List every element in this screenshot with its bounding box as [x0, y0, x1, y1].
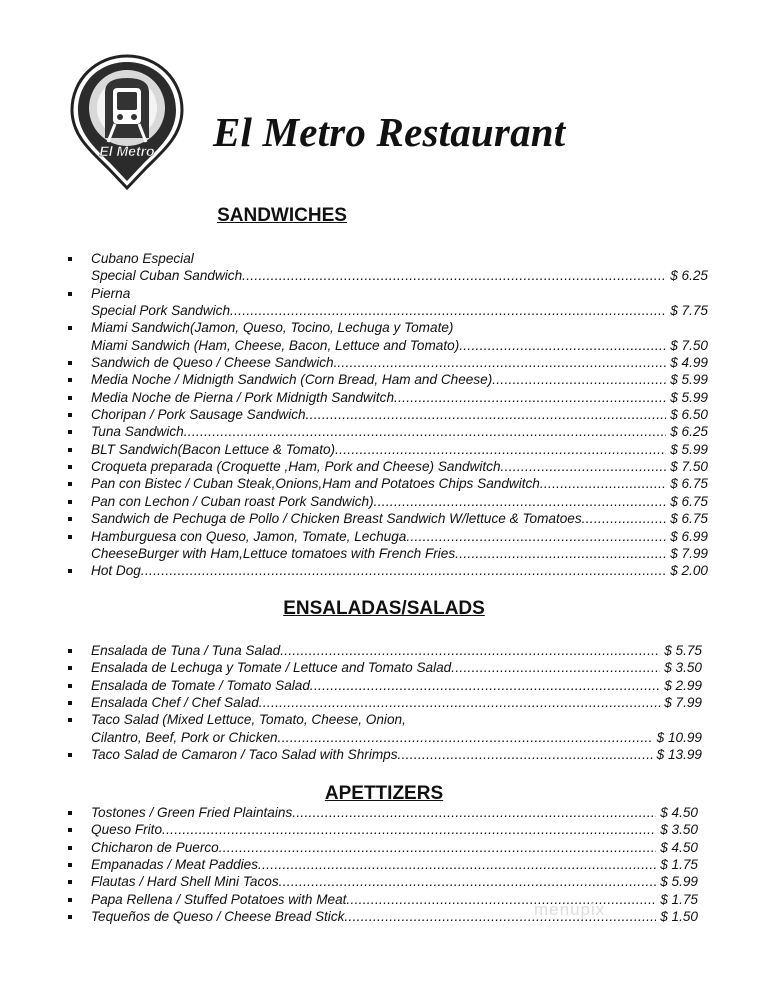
dot-leader: [344, 908, 656, 925]
menu-item-price: $ 7.50: [670, 459, 708, 475]
menu-item-name: Media Noche de Pierna / Pork Midnigth Sandwitch: [91, 389, 394, 405]
dot-leader: [242, 267, 666, 284]
logo-lettering: El Metro: [99, 143, 155, 159]
menu-item-price: $ 6.99: [670, 528, 708, 544]
menu-item-name: BLT Sandwich(Bacon Lettuce & Tomato): [91, 441, 336, 457]
bullet-icon: [68, 649, 72, 653]
menu-item-price: $ 10.99: [656, 729, 702, 745]
dot-leader: [335, 441, 666, 458]
menu-item-row: [66, 302, 708, 319]
bullet-icon: [68, 811, 72, 815]
menu-item-price: $ 4.50: [660, 805, 698, 820]
menu-item-row: [66, 458, 708, 475]
menu-item-name: Ensalada Chef / Chef Salad: [91, 695, 259, 711]
dot-leader: [540, 475, 666, 492]
bullet-icon: [68, 413, 72, 417]
menu-item-price: $ 7.99: [664, 695, 702, 711]
bullet-icon: [68, 482, 72, 486]
menu-item-price: $ 4.99: [670, 355, 708, 371]
menu-item-name: Special Pork Sandwich: [91, 303, 231, 319]
dot-leader: [258, 856, 656, 873]
menu-item-name: Empanadas / Meat Paddies: [91, 857, 259, 873]
menu-item-name: Taco Salad (Mixed Lettuce, Tomato, Cheese, Onion,: [91, 712, 406, 728]
menu-item-price: $ 13.99: [656, 747, 702, 763]
bullet-icon: [68, 430, 72, 434]
bullet-icon: [68, 684, 72, 688]
menu-item-name: Cilantro, Beef, Pork or Chicken: [91, 729, 278, 745]
bullet-icon: [68, 569, 72, 573]
dot-leader: [306, 406, 667, 423]
menu-item-row: [66, 337, 708, 354]
dot-leader: [219, 839, 656, 856]
menu-item-name: Tuna Sandwich: [91, 424, 184, 440]
bullet-icon: [68, 448, 72, 452]
menu-item-row: [66, 659, 702, 676]
menu-item-row: [66, 821, 698, 838]
bullet-icon: [68, 898, 72, 902]
menu-item-name: Miami Sandwich (Ham, Cheese, Bacon, Lettuce and Tomato): [91, 337, 460, 353]
bullet-icon: [68, 718, 72, 722]
dot-leader: [184, 423, 667, 440]
menu-item-name: CheeseBurger with Ham,Lettuce tomatoes with French Fries: [91, 545, 456, 561]
menu-item-price: $ 6.25: [670, 268, 708, 284]
menu-item-row: [66, 406, 708, 423]
menu-item-name: Taco Salad de Camaron / Taco Salad with Shrimps: [91, 747, 398, 763]
bullet-icon: [68, 500, 72, 504]
menu-item-row: [66, 354, 708, 371]
section-title-appetizers: APETTIZERS: [324, 783, 444, 804]
menu-item-price: $ 3.50: [660, 822, 698, 838]
menu-item-name: Choripan / Pork Sausage Sandwich: [91, 407, 306, 423]
menu-item-price: $ 5.99: [670, 441, 708, 457]
menu-item-name: Papa Rellena / Stuffed Potatoes with Meat: [91, 891, 347, 907]
restaurant-title: El Metro Restaurant: [213, 109, 566, 155]
restaurant-logo: [68, 52, 186, 192]
menu-item-price: $ 1.50: [660, 909, 698, 925]
bullet-icon: [68, 326, 72, 330]
menu-item-row: [66, 746, 702, 763]
bullet-icon: [68, 396, 72, 400]
menu-item-name: Pan con Lechon / Cuban roast Pork Sandwich): [91, 493, 374, 509]
menu-item-price: $ 5.75: [664, 643, 702, 658]
dot-leader: [374, 493, 667, 510]
menu-item-row: [66, 839, 698, 856]
bullet-icon: [68, 535, 72, 539]
bullet-icon: [68, 257, 72, 261]
bullet-icon: [68, 465, 72, 469]
menu-item-row: [66, 856, 698, 873]
menu-item-row: [66, 285, 708, 302]
dot-leader: [310, 677, 660, 694]
menu-item-row: [66, 510, 708, 527]
dot-leader: [398, 746, 653, 763]
menu-item-row: [66, 677, 702, 694]
menu-item-price: $ 1.75: [660, 891, 698, 907]
menu-item-row: [66, 642, 702, 659]
menu-item-name: Ensalada de Tuna / Tuna Salad: [91, 643, 281, 658]
bullet-icon: [68, 378, 72, 382]
menu-item-row: [66, 528, 708, 545]
section-title-sandwiches: SANDWICHES: [217, 205, 347, 226]
dot-leader: [455, 545, 666, 562]
dot-leader: [230, 302, 666, 319]
sandwiches-list: [66, 250, 708, 580]
menu-item-row: [66, 423, 708, 440]
dot-leader: [451, 659, 660, 676]
dot-leader: [162, 821, 656, 838]
menu-item-row: [66, 545, 708, 562]
bullet-icon: [68, 828, 72, 832]
menu-item-name: Pan con Bistec / Cuban Steak,Onions,Ham and Potatoes Chips Sandwitch: [91, 476, 540, 492]
menu-item-name: Sandwich de Pechuga de Pollo / Chicken Breast Sandwich W/lettuce & Tomatoes: [91, 511, 582, 527]
menu-item-row: [66, 441, 708, 458]
menu-item-price: $ 5.99: [670, 389, 708, 405]
dot-leader: [582, 510, 667, 527]
bullet-icon: [68, 863, 72, 867]
menu-item-row: [66, 371, 708, 388]
menu-item-row: [66, 562, 708, 579]
bullet-icon: [68, 846, 72, 850]
menu-item-name: Miami Sandwich(Jamon, Queso, Tocino, Lechuga y Tomate): [91, 320, 454, 336]
menu-item-row: [66, 250, 708, 267]
bullet-icon: [68, 915, 72, 919]
menu-item-price: $ 2.99: [664, 677, 702, 693]
section-title-salads: ENSALADAS/SALADS: [283, 598, 485, 619]
menu-item-price: $ 5.99: [670, 372, 708, 388]
menu-item-name: Flautas / Hard Shell Mini Tacos: [91, 874, 279, 890]
menu-item-price: $ 7.99: [670, 545, 708, 561]
menu-item-name: Queso Frito: [91, 822, 163, 838]
watermark: menupix: [534, 900, 606, 919]
dot-leader: [259, 694, 660, 711]
salads-list: [66, 642, 702, 763]
menu-item-name: Chicharon de Puerco: [91, 839, 219, 855]
menu-item-name: Media Noche / Midnigth Sandwich (Corn Bread, Ham and Cheese): [91, 372, 493, 388]
dot-leader: [337, 354, 666, 371]
dot-leader: [280, 642, 660, 659]
menu-item-row: [66, 389, 708, 406]
menu-item-price: $ 6.50: [670, 407, 708, 423]
menu-item-row: [66, 267, 708, 284]
menu-item-name: Tequeños de Queso / Cheese Bread Stick: [91, 909, 345, 925]
menu-item-price: $ 3.50: [664, 660, 702, 676]
menu-item-name: Tostones / Green Fried Plaintains: [91, 805, 293, 820]
menu-item-name: Pierna: [91, 285, 131, 301]
dot-leader: [292, 804, 656, 821]
bullet-icon: [68, 880, 72, 884]
menu-item-price: $ 5.99: [660, 874, 698, 890]
menu-item-row: [66, 694, 702, 711]
menu-item-row: [66, 873, 698, 890]
menu-item-row: [66, 711, 702, 728]
menu-item-price: $ 7.75: [670, 303, 708, 319]
menu-item-name: Special Cuban Sandwich: [91, 268, 243, 284]
menu-item-price: $ 7.50: [670, 337, 708, 353]
dot-leader: [492, 371, 666, 388]
menu-item-name: Hamburguesa con Queso, Jamon, Tomate, Lechuga: [91, 528, 407, 544]
menu-item-price: $ 1.75: [660, 857, 698, 873]
dot-leader: [394, 389, 666, 406]
menu-item-row: [66, 804, 698, 821]
menu-item-price: $ 4.50: [660, 839, 698, 855]
bullet-icon: [68, 361, 72, 365]
dot-leader: [279, 873, 657, 890]
menu-item-price: $ 2.00: [670, 563, 708, 579]
menu-item-row: [66, 319, 708, 336]
menu-item-price: $ 6.75: [670, 493, 708, 509]
menu-item-price: $ 6.25: [670, 424, 708, 440]
dot-leader: [501, 458, 667, 475]
menu-item-price: $ 6.75: [670, 511, 708, 527]
dot-leader: [459, 337, 666, 354]
menu-item-name: Ensalada de Tomate / Tomato Salad: [91, 677, 310, 693]
bullet-icon: [68, 666, 72, 670]
menu-item-name: Croqueta preparada (Croquette ,Ham, Pork and Cheese) Sandwitch: [91, 459, 501, 475]
dot-leader: [278, 729, 653, 746]
dot-leader: [141, 562, 666, 579]
menu-item-name: Ensalada de Lechuga y Tomate / Lettuce and Tomato Salad: [91, 660, 452, 676]
bullet-icon: [68, 517, 72, 521]
menu-item-price: $ 6.75: [670, 476, 708, 492]
menu-item-row: [66, 729, 702, 746]
menu-item-row: [66, 493, 708, 510]
dot-leader: [406, 528, 666, 545]
bullet-icon: [68, 753, 72, 757]
menu-item-name: Sandwich de Queso / Cheese Sandwich.: [91, 355, 338, 371]
menu-item-name: Cubano Especial: [91, 251, 194, 266]
bullet-icon: [68, 701, 72, 705]
bullet-icon: [68, 292, 72, 296]
dot-leader: [346, 891, 656, 908]
menu-item-name: Hot Dog: [91, 563, 141, 579]
menu-item-row: [66, 475, 708, 492]
